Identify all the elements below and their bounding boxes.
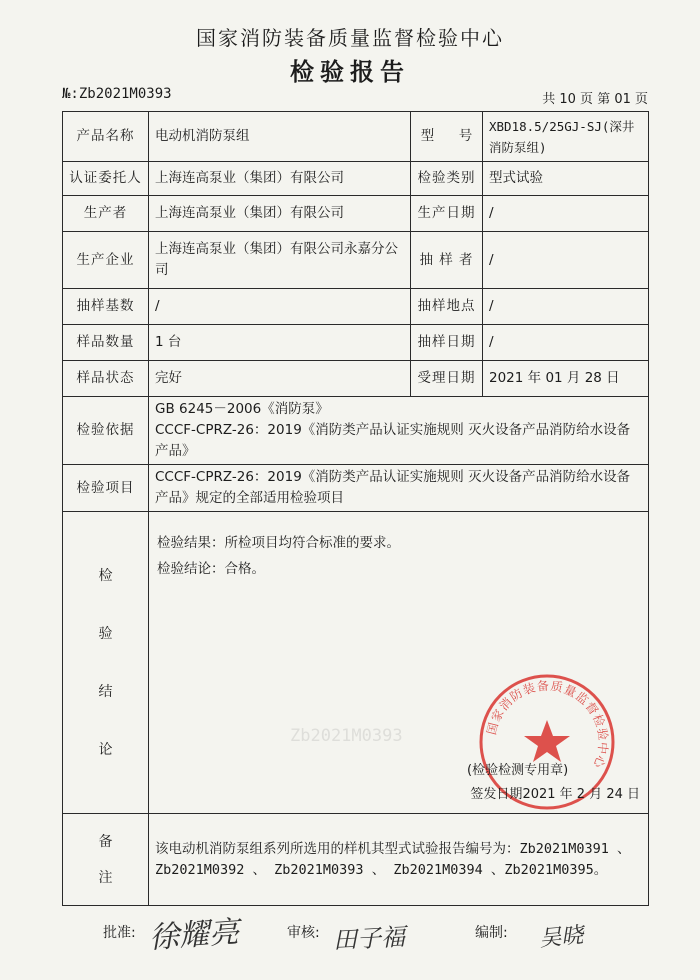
conclusion-cell [149, 512, 649, 814]
conclusion-text [157, 530, 400, 582]
sample-date-value: / [483, 325, 649, 361]
conclusion-char: 检 [98, 567, 113, 584]
producer-label: 生产者 [63, 196, 149, 232]
remarks-char: 备 [98, 833, 113, 850]
review-signature [331, 912, 441, 962]
sample-base-value: / [149, 289, 411, 325]
report-number: №:Zb2021M0393 [62, 86, 172, 102]
test-conclusion: 检验结论：合格。 [157, 561, 265, 577]
table-row [63, 232, 649, 289]
model-label-2: 号 [458, 128, 473, 144]
remarks-label [63, 814, 149, 906]
review-label: 审核: [287, 925, 320, 941]
sample-base-label: 抽样基数 [63, 289, 149, 325]
table-row [63, 196, 649, 232]
signature-footer [103, 914, 663, 968]
table-row [63, 112, 649, 162]
accept-date-label: 受理日期 [411, 361, 483, 397]
sample-state-value: 完好 [149, 361, 411, 397]
sign-date [470, 784, 640, 805]
table-row [63, 465, 649, 512]
table-row [63, 512, 649, 814]
table-row [63, 361, 649, 397]
product-name-label: 产品名称 [63, 112, 149, 162]
production-date-value: / [483, 196, 649, 232]
approve-label: 批准: [103, 925, 136, 941]
sampler-value: / [483, 232, 649, 289]
model-label-1: 型 [420, 128, 435, 144]
report-table [62, 111, 649, 906]
basis-value [149, 397, 649, 465]
sample-place-label: 抽样地点 [411, 289, 483, 325]
sampler-label: 抽 样 者 [411, 232, 483, 289]
sample-date-label: 抽样日期 [411, 325, 483, 361]
table-row [63, 162, 649, 196]
seal-ring-text: 国家消防装备质量监督检验中心 [484, 678, 611, 771]
watermark-text: Zb2021M0393 [290, 726, 403, 746]
report-title: 检验报告 [290, 58, 410, 86]
sample-place-value: / [483, 289, 649, 325]
compile-signature [535, 908, 645, 958]
table-row [63, 814, 649, 906]
remarks-value: 该电动机消防泵组系列所选用的样机其型式试验报告编号为：Zb2021M0391 、 Zb2021M0392 、 Zb2021M0393 、 Zb2021M0394 、Zb2021M0395。 [149, 814, 649, 906]
basis-line-2: CCCF-CPRZ-26：2019《消防类产品认证实施规则 灭火设备产品消防给水设备产品》 [155, 422, 631, 459]
model-value: XBD18.5/25GJ-SJ(深井消防泵组) [483, 112, 649, 162]
conclusion-char: 论 [98, 741, 113, 758]
client-value: 上海连高泵业（集团）有限公司 [149, 162, 411, 196]
producer-value: 上海连高泵业（集团）有限公司 [149, 196, 411, 232]
compile-label: 编制: [475, 925, 508, 941]
manufacturer-label: 生产企业 [63, 232, 149, 289]
model-label [411, 112, 483, 162]
sample-state-label: 样品状态 [63, 361, 149, 397]
table-row [63, 289, 649, 325]
client-label: 认证委托人 [63, 162, 149, 196]
product-name-value: 电动机消防泵组 [149, 112, 411, 162]
production-date-label: 生产日期 [411, 196, 483, 232]
org-name: 国家消防装备质量监督检验中心 [196, 26, 504, 50]
items-value: CCCF-CPRZ-26：2019《消防类产品认证实施规则 灭火设备产品消防给水设备产品》规定的全部适用检验项目 [149, 465, 649, 512]
review-signature-text: 田子福 [332, 922, 406, 955]
accept-date-value: 2021 年 01 月 28 日 [483, 361, 649, 397]
sign-date-label: 签发日期 [470, 787, 523, 802]
items-label: 检验项目 [63, 465, 149, 512]
test-result: 检验结果：所检项目均符合标准的要求。 [157, 535, 400, 551]
compile-signature-text: 吴晓 [538, 923, 585, 952]
table-row [63, 325, 649, 361]
test-type-value: 型式试验 [483, 162, 649, 196]
conclusion-label [63, 512, 149, 814]
basis-label: 检验依据 [63, 397, 149, 465]
basis-line-1: GB 6245－2006《消防泵》 [155, 401, 329, 417]
test-type-label: 检验类别 [411, 162, 483, 196]
conclusion-char: 验 [98, 625, 113, 642]
stamp-caption: (检验检测专用章) [467, 763, 569, 778]
conclusion-char: 结 [98, 683, 113, 700]
approve-signature [147, 904, 277, 964]
table-row [63, 397, 649, 465]
sign-date-value: 2021 年 2 月 24 日 [522, 787, 640, 802]
approve-signature-text: 徐耀亮 [147, 914, 241, 957]
page-count: 共 10 页 第 01 页 [542, 92, 648, 107]
sample-qty-value: 1 台 [149, 325, 411, 361]
manufacturer-value: 上海连高泵业（集团）有限公司永嘉分公司 [149, 232, 411, 289]
remarks-char: 注 [98, 869, 113, 886]
sample-qty-label: 样品数量 [63, 325, 149, 361]
